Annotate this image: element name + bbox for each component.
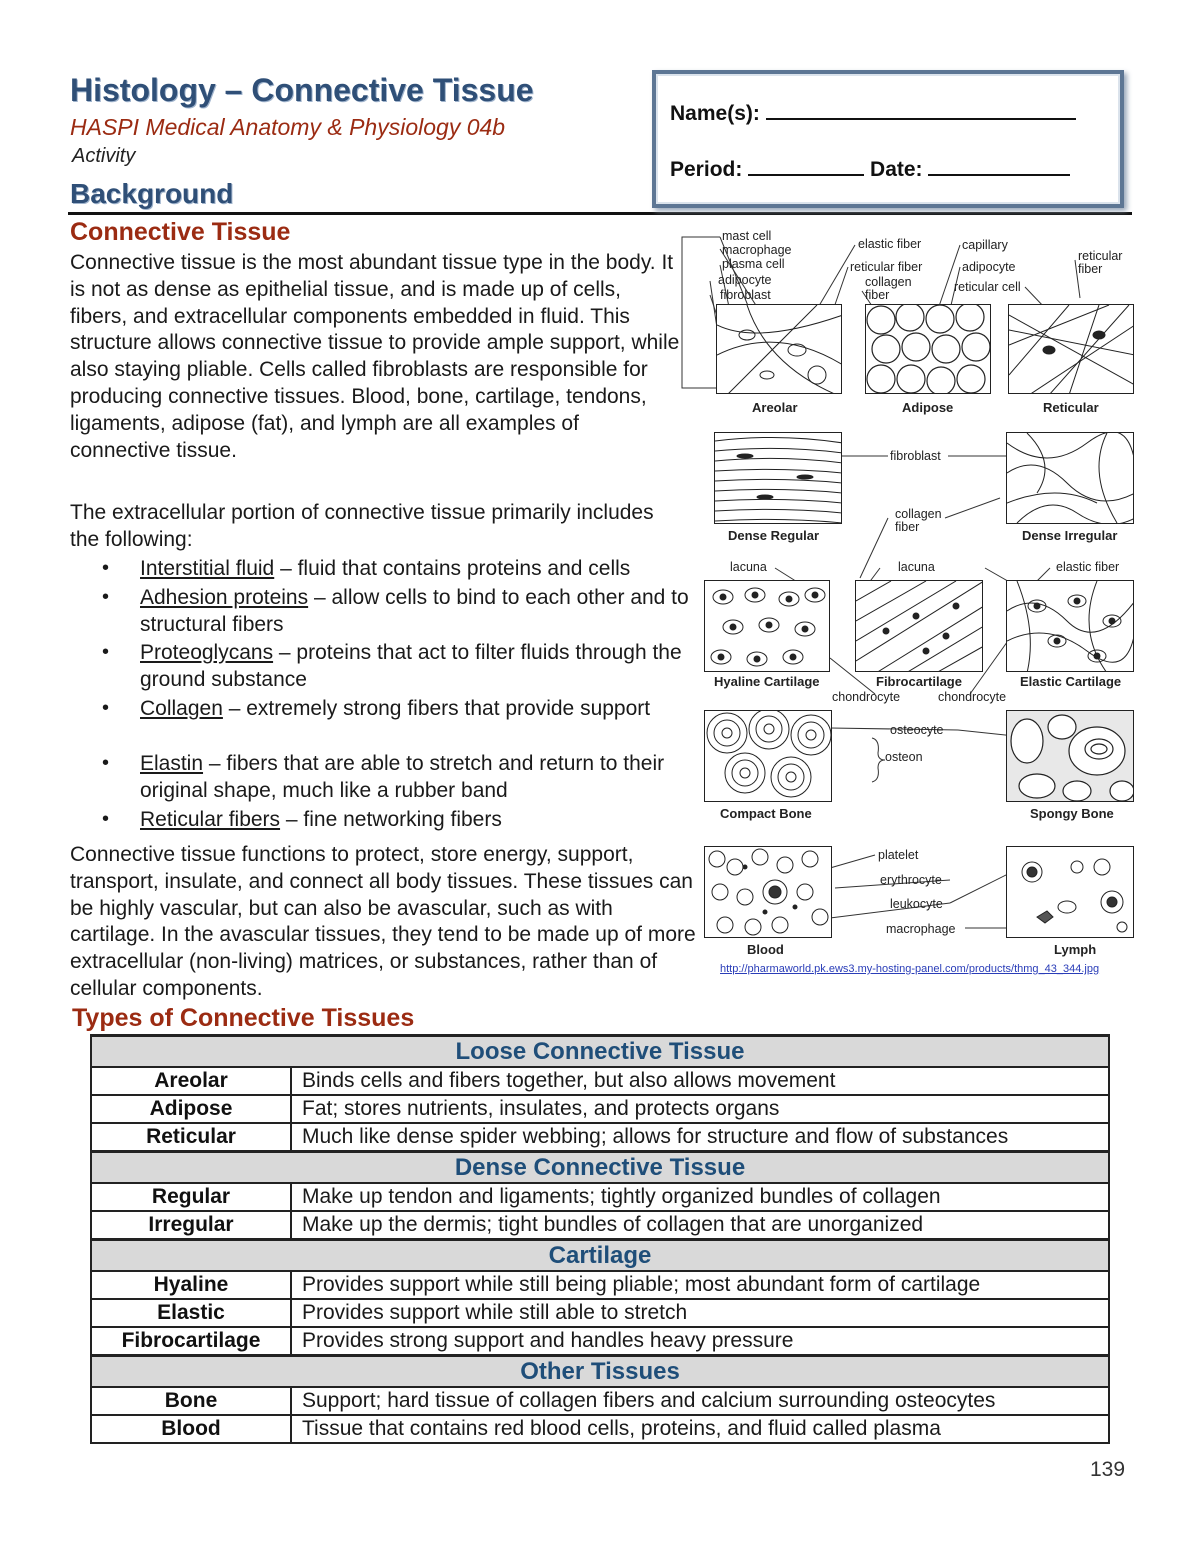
tissue-name: Regular [91, 1183, 291, 1211]
reticular-panel [1008, 304, 1134, 394]
tissue-name: Elastic [91, 1299, 291, 1327]
category-other: Other Tissues [91, 1356, 1109, 1388]
tissue-name: Adipose [91, 1095, 291, 1123]
list-item [70, 695, 700, 751]
table-row [91, 1211, 1109, 1240]
tissue-description: Fat; stores nutrients, insulates, and protects organs [291, 1095, 1109, 1123]
callout-fibroblast: fibroblast [720, 288, 771, 302]
tissue-name: Blood [91, 1415, 291, 1443]
extracellular-paragraph [70, 500, 670, 554]
tissue-description: Tissue that contains red blood cells, proteins, and fluid called plasma [291, 1415, 1109, 1443]
tissue-description: Make up tendon and ligaments; tightly organized bundles of collagen [291, 1183, 1109, 1211]
list-item [70, 584, 700, 640]
table-row [91, 1327, 1109, 1356]
callout-leukocyte: leukocyte [890, 897, 943, 911]
types-heading: Types of Connective Tissues [72, 1004, 415, 1032]
bullet-icon: • [102, 586, 110, 608]
category-loose: Loose Connective Tissue [91, 1036, 1109, 1068]
category-dense: Dense Connective Tissue [91, 1152, 1109, 1184]
period-date-line [670, 156, 1070, 182]
list-item [70, 555, 700, 583]
fibrocartilage-label: Fibrocartilage [876, 674, 962, 689]
bullet-icon: • [102, 557, 110, 579]
areolar-label: Areolar [752, 400, 798, 415]
tissue-description: Binds cells and fibers together, but also allows movement [291, 1067, 1109, 1095]
callout-platelet: platelet [878, 848, 919, 862]
category-row [91, 1240, 1109, 1272]
bullet-term: Collagen [140, 697, 223, 720]
figure-source-link[interactable]: http://pharmaworld.pk.ews3.my-hosting-panel.com/products/thmg_43_344.jpg [720, 963, 1100, 975]
callout-reticular-fiber-2: reticular fiber [1078, 249, 1123, 276]
tissue-description: Provides strong support and handles heavy pressure [291, 1327, 1109, 1356]
table-row [91, 1123, 1109, 1152]
callout-chondrocyte-2: chondrocyte [938, 690, 1007, 704]
table-row [91, 1183, 1109, 1211]
category-row [91, 1152, 1109, 1184]
names-blank[interactable] [766, 100, 1076, 120]
function-text: Connective tissue functions to protect, store energy, support, transport, insulate, and connect all body tissues. These tissues can be highly vascular, but can also be avascular, such as with cartilage. In the avascular tissues, they tend to be made up of more extracellular (non-living) matrices, or substances, rather than of cellular components. [70, 843, 696, 1000]
table-row [91, 1095, 1109, 1123]
compact-bone-panel [704, 710, 832, 802]
bullet-text: – allow cells to bind to each other and to structural fibers [140, 586, 689, 636]
bullet-icon: • [102, 808, 110, 830]
callout-reticular-fiber: reticular fiber [850, 260, 923, 274]
table-row [91, 1415, 1109, 1443]
hyaline-cartilage-panel [704, 580, 830, 672]
category-row [91, 1356, 1109, 1388]
names-label: Name(s): [670, 102, 760, 125]
tissue-name: Irregular [91, 1211, 291, 1240]
list-item [70, 639, 700, 695]
fibrocartilage-panel [855, 580, 983, 672]
callout-collagen-fiber-2: collagen fiber [895, 507, 942, 534]
tissue-description: Support; hard tissue of collagen fibers and calcium surrounding osteocytes [291, 1387, 1109, 1415]
bullet-icon: • [102, 752, 110, 774]
header-rule [68, 212, 1132, 215]
connective-tissue-figure [680, 228, 1142, 980]
spongy-bone-label: Spongy Bone [1030, 806, 1114, 821]
callout-elastic-fiber-2: elastic fiber [1056, 560, 1120, 574]
table-row [91, 1299, 1109, 1327]
bullet-term: Reticular fibers [140, 808, 281, 831]
blood-panel [704, 846, 832, 938]
tissue-name: Bone [91, 1387, 291, 1415]
table-row [91, 1067, 1109, 1095]
extracellular-text: The extracellular portion of connective tissue primarily includes the following: [70, 501, 654, 551]
page-number: 139 [1090, 1458, 1126, 1481]
tissue-description: Provides support while still able to stretch [291, 1299, 1109, 1327]
tissue-name: Hyaline [91, 1271, 291, 1299]
bullet-term: Adhesion proteins [140, 586, 309, 609]
lymph-panel [1006, 846, 1134, 938]
connective-tissue-types-table [90, 1034, 1110, 1444]
lymph-label: Lymph [1054, 942, 1097, 957]
callout-adipocyte-2: adipocyte [962, 260, 1016, 274]
elastic-cartilage-label: Elastic Cartilage [1020, 674, 1122, 689]
dense-irregular-label: Dense Irregular [1022, 528, 1118, 543]
bullet-text: – fluid that contains proteins and cells [274, 557, 631, 580]
callout-macrophage: macrophage [722, 243, 792, 257]
date-blank[interactable] [928, 156, 1070, 176]
connective-tissue-heading: Connective Tissue [70, 218, 291, 246]
blood-label: Blood [747, 942, 784, 957]
name-box [652, 70, 1124, 208]
list-item [70, 750, 700, 806]
intro-paragraph [70, 250, 682, 464]
bullet-term: Elastin [140, 752, 204, 775]
callout-lacuna-2: lacuna [898, 560, 935, 574]
reticular-label: Reticular [1043, 400, 1099, 415]
period-label: Period: [670, 158, 743, 181]
dense-irregular-panel [1006, 432, 1134, 524]
dense-regular-label: Dense Regular [728, 528, 820, 543]
list-item [70, 806, 700, 834]
period-blank[interactable] [748, 156, 864, 176]
intro-text: Connective tissue is the most abundant tissue type in the body. It is not as dense as epithelial tissue, and is made up of cells, fibers, and extracellular components embedded in fluid. This structure allows connective tissue to provide ample support, while also staying pliable. Cells called fibroblasts are responsible for producing connective tissues. Blood, bone, cartilage, tendons, ligaments, adipose (fat), and lymph are all examples of connective tissue. [70, 251, 680, 462]
tissue-name: Reticular [91, 1123, 291, 1152]
callout-erythrocyte: erythrocyte [880, 873, 942, 887]
bullet-icon: • [102, 641, 110, 663]
callout-adipocyte: adipocyte [718, 273, 772, 287]
callout-plasma-cell: plasma cell [722, 257, 785, 271]
bullet-text: – proteins that act to filter fluids through the ground substance [140, 641, 682, 691]
tissue-description: Provides support while still being pliable; most abundant form of cartilage [291, 1271, 1109, 1299]
table-row [91, 1271, 1109, 1299]
page-title: Histology – Connective Tissue [70, 72, 534, 108]
activity-label: Activity [72, 145, 136, 167]
callout-osteocyte: osteocyte [890, 723, 944, 737]
category-cartilage: Cartilage [91, 1240, 1109, 1272]
adipose-panel [865, 304, 991, 394]
bullet-icon: • [102, 697, 110, 719]
background-heading: Background [70, 178, 234, 209]
function-paragraph [70, 842, 698, 1003]
table-row [91, 1387, 1109, 1415]
callout-macrophage-2: macrophage [886, 922, 956, 936]
names-line [670, 100, 1076, 126]
elastic-cartilage-panel [1006, 580, 1134, 672]
spongy-bone-panel [1006, 710, 1134, 802]
callout-collagen-fiber: collagen fiber [865, 275, 912, 302]
callout-capillary: capillary [962, 238, 1008, 252]
tissue-description: Much like dense spider webbing; allows for structure and flow of substances [291, 1123, 1109, 1152]
tissue-name: Fibrocartilage [91, 1327, 291, 1356]
callout-mast-cell: mast cell [722, 229, 772, 243]
bullet-term: Interstitial fluid [140, 557, 275, 580]
callout-lacuna: lacuna [730, 560, 767, 574]
callout-reticular-cell: reticular cell [954, 280, 1021, 294]
bullet-text: – extremely strong fibers that provide support [222, 697, 651, 720]
dense-regular-panel [714, 432, 842, 524]
date-label: Date: [870, 158, 923, 181]
course-subtitle: HASPI Medical Anatomy & Physiology 04b [70, 114, 506, 140]
adipose-label: Adipose [902, 400, 954, 415]
callout-fibroblast-2: fibroblast [890, 449, 941, 463]
bullet-term: Proteoglycans [140, 641, 274, 664]
hyaline-cartilage-label: Hyaline Cartilage [714, 674, 820, 689]
bullet-text: – fibers that are able to stretch and return to their original shape, much like a rubber band [140, 752, 665, 802]
tissue-description: Make up the dermis; tight bundles of collagen that are unorganized [291, 1211, 1109, 1240]
callout-elastic-fiber: elastic fiber [858, 237, 922, 251]
callout-chondrocyte: chondrocyte [832, 690, 901, 704]
callout-osteon: osteon [885, 750, 923, 764]
tissue-name: Areolar [91, 1067, 291, 1095]
areolar-panel [716, 304, 842, 394]
category-row [91, 1036, 1109, 1068]
bullet-text: – fine networking fibers [280, 808, 502, 831]
compact-bone-label: Compact Bone [720, 806, 812, 821]
